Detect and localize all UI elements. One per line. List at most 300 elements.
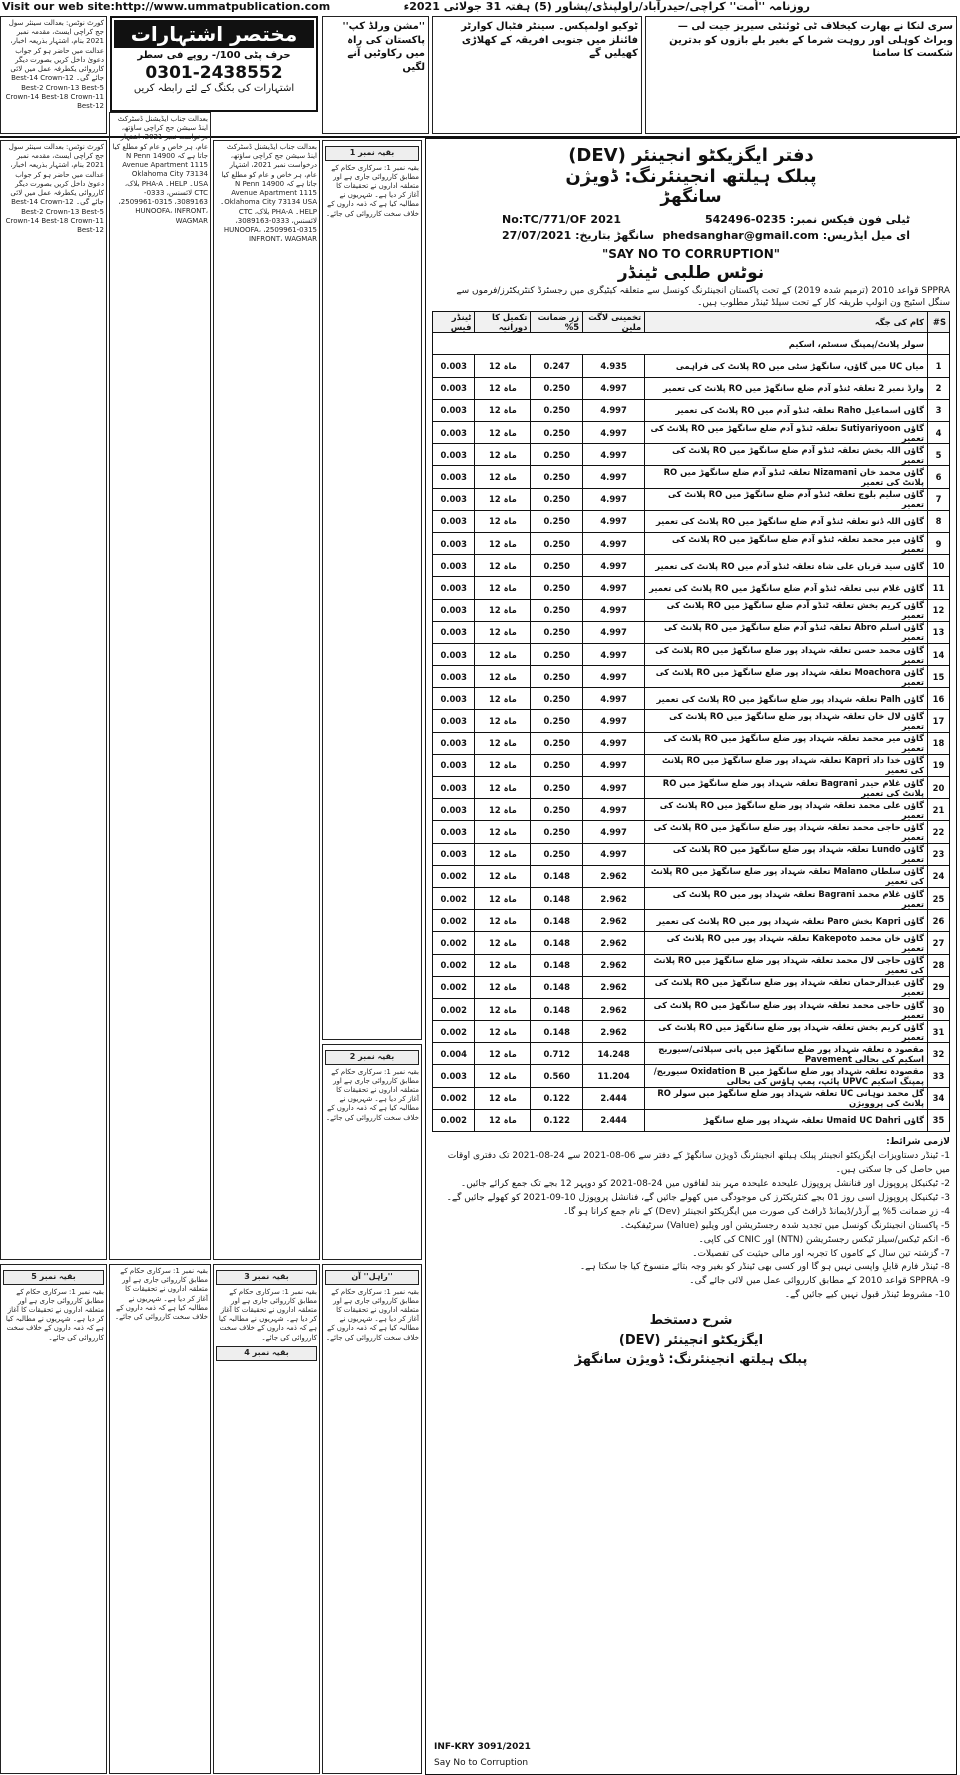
row-earnest: 0.250 [531,422,583,444]
col-work: کام کی جگہ [645,312,928,333]
row-period: 12 ماہ [475,799,531,821]
baqiya-3-text: بقیہ نمبر 1: سرکاری حکام کے مطابق کارروائی جاری ہے اور متعلقہ اداروں نے تحقیقات کا آغاز کر دیا ہے۔ شہریوں نے مطالبہ کیا ہے کہ ذمہ داروں کے خلاف سخت کارروائی کی جائے۔ [218,1287,317,1342]
row-number: 1 [928,355,950,377]
row-work: گاؤں حاجی محمد تعلقہ شہداد پور ضلع سانگھڑ میں RO پلانٹ کی تعمیر [645,998,928,1020]
row-earnest: 0.250 [531,843,583,865]
row-number: 19 [928,754,950,776]
row-number: 22 [928,821,950,843]
row-number: 27 [928,932,950,954]
news-column-baqiya [322,140,422,1040]
row-cost: 4.997 [583,843,645,865]
row-earnest: 0.712 [531,1043,583,1065]
row-fee: 0.002 [433,1109,475,1131]
row-fee: 0.003 [433,621,475,643]
row-number: 6 [928,466,950,488]
rahul-header: ''راہل'' آن [325,1270,419,1285]
row-cost: 4.997 [583,444,645,466]
row-cost: 4.997 [583,599,645,621]
note-item: 2- ٹیکنیکل پروپوزل اور فنانشل پروپوزل علیحدہ علیحدہ مہر بند لفافوں میں 24-08-2021 کو دوپہر 12 بجے تک جمع کرائے جائیں۔ [460,1178,950,1189]
row-period: 12 ماہ [475,444,531,466]
row-period: 12 ماہ [475,621,531,643]
baqiya-2-text: بقیہ نمبر 1: سرکاری حکام کے مطابق کارروائی جاری ہے اور متعلقہ اداروں نے تحقیقات کا آغاز کر دیا ہے۔ شہریوں نے مطالبہ کیا ہے کہ ذمہ داروں کے خلاف سخت کارروائی کی جائے۔ [325,1067,419,1122]
row-period: 12 ماہ [475,732,531,754]
website-url[interactable]: Visit our web site:http://www.ummatpublication.com [2,0,331,13]
row-cost: 2.962 [583,910,645,932]
row-cost: 4.997 [583,710,645,732]
row-period: 12 ماہ [475,1109,531,1131]
table-row [433,954,950,976]
row-cost: 14.248 [583,1043,645,1065]
row-work: گاؤں اسلم Abro تعلقہ ٹنڈو آدم ضلع سانگھڑ میں RO پلانٹ کی تعمیر [645,621,928,643]
baqiya-4-header: بقیہ نمبر 4 [216,1346,317,1361]
row-cost: 4.997 [583,821,645,843]
row-period: 12 ماہ [475,754,531,776]
note-item: 8- ٹینڈر فارم قابلِ واپسی نہیں ہو گا اور کسی بھی ٹینڈر کو بغیر وجہ بتائے منسوخ کیا جا سکتا ہے۔ [579,1262,950,1273]
row-work: گاؤں محمد حسن تعلقہ شہداد پور ضلع سانگھڑ میں RO پلانٹ کی تعمیر [645,643,928,665]
row-period: 12 ماہ [475,1043,531,1065]
row-number: 3 [928,399,950,421]
notice-title: نوٹس طلبی ٹینڈر [617,263,765,283]
row-work: گاؤں علی محمد تعلقہ شہداد پور ضلع سانگھڑ میں RO پلانٹ کی تعمیر [645,799,928,821]
row-period: 12 ماہ [475,777,531,799]
row-work: گاؤں غلام محمد Bagrani تعلقہ شہداد پور میں RO پلانٹ کی تعمیر [645,887,928,909]
signature-line-1: شرح دستخط [649,1313,733,1329]
row-cost: 4.997 [583,799,645,821]
row-cost: 4.997 [583,754,645,776]
table-row [433,710,950,732]
row-number: 7 [928,488,950,510]
row-fee: 0.003 [433,377,475,399]
row-work: گاؤں غلام حیدر Bagrani تعلقہ شہداد پور ضلع سانگھڑ میں RO پلانٹ کی تعمیر [645,777,928,799]
row-work: مقصود ہ تعلقہ شہداد پور ضلع سانگھڑ میں پانی سپلائی/سیوریج اسکیم کی بحالی Pavement [645,1043,928,1065]
row-fee: 0.003 [433,777,475,799]
row-earnest: 0.148 [531,865,583,887]
row-fee: 0.003 [433,488,475,510]
row-work: گاؤں عبدالرحمان تعلقہ شہداد پور ضلع سانگھڑ میں RO پلانٹ کی تعمیر [645,976,928,998]
table-row [433,843,950,865]
row-cost: 2.962 [583,998,645,1020]
note-item: 9- SPPRA قواعد 2010 کے مطابق کارروائی عمل میں لائی جائے گی۔ [689,1276,950,1287]
court-notices-column-3: بعدالت جناب ایڈیشنل ڈسٹرکٹ اینڈ سیشن جج کراچی ساؤتھ، درخواست نمبر 2021، اشتہار عام، ہر خاص و عام کو مطلع کیا جاتا ہے کہ 14900 N Penn Avenue Apartment 1115 Oklahoma City 73134 USA۔ HELP۔ PHA-A بلاک، CTC لائسنس، 0333-3089163، 0315-2509961، HUNOOFA، INFRONT، WAGMAR [213,140,320,1260]
row-cost: 2.444 [583,1087,645,1109]
row-fee: 0.003 [433,688,475,710]
row-fee: 0.003 [433,1065,475,1087]
table-row [433,399,950,421]
row-fee: 0.003 [433,466,475,488]
row-work: گاؤں اللہ بخش تعلقہ ٹنڈو آدم ضلع سانگھڑ میں RO پلانٹ کی تعمیر [645,444,928,466]
row-earnest: 0.250 [531,599,583,621]
table-row [433,555,950,577]
row-fee: 0.002 [433,954,475,976]
row-earnest: 0.250 [531,555,583,577]
row-work: گاؤں محمد خان Nizamani تعلقہ ٹنڈو آدم ضلع سانگھڑ میں RO پلانٹ کی تعمیر [645,466,928,488]
row-period: 12 ماہ [475,887,531,909]
row-cost: 2.962 [583,1021,645,1043]
table-row [433,932,950,954]
classified-phone: 0301-2438552 [145,63,283,83]
note-item: 4- زرِ ضمانت 5% پے آرڈر/ڈیمانڈ ڈرافٹ کی صورت میں ایگزیکٹو انجینئر (Dev) کے نام جمع کرانا ہو گا۔ [562,1206,950,1217]
note-item: 6- انکم ٹیکس/سیلز ٹیکس رجسٹریشن (NTN) اور CNIC کی کاپی۔ [698,1234,950,1245]
row-period: 12 ماہ [475,710,531,732]
table-row [433,998,950,1020]
row-fee: 0.003 [433,510,475,532]
row-number: 24 [928,865,950,887]
note-item: 10- مشروط ٹینڈر قبول نہیں کیے جائیں گے۔ [784,1290,950,1301]
row-number: 31 [928,1021,950,1043]
row-fee: 0.003 [433,422,475,444]
row-fee: 0.002 [433,1021,475,1043]
row-cost: 2.444 [583,1109,645,1131]
row-period: 12 ماہ [475,399,531,421]
row-fee: 0.002 [433,1087,475,1109]
row-fee: 0.004 [433,1043,475,1065]
baqiya-3-header: بقیہ نمبر 3 [216,1270,317,1285]
row-work: گاؤں سلیم بلوچ تعلقہ ٹنڈو آدم ضلع سانگھڑ میں RO پلانٹ کی تعمیر [645,488,928,510]
tender-slogan: "SAY NO TO CORRUPTION" [601,247,781,261]
row-earnest: 0.250 [531,688,583,710]
signature-block [432,1311,950,1370]
note-item: 5- پاکستان انجینئرنگ کونسل میں تجدید شدہ رجسٹریشن اور ویلیو (Value) سرٹیفکیٹ۔ [619,1220,950,1231]
row-fee: 0.003 [433,843,475,865]
row-fee: 0.003 [433,732,475,754]
row-fee: 0.002 [433,976,475,998]
dateline: روزنامہ ''اُمت'' کراچی/حیدرآباد/راولپنڈی/پشاور (5) ہفتہ 31 جولائی 2021ء [403,0,810,13]
row-cost: 2.962 [583,932,645,954]
table-row [433,1065,950,1087]
table-row [433,621,950,643]
row-cost: 4.997 [583,510,645,532]
row-number: 17 [928,710,950,732]
row-earnest: 0.250 [531,777,583,799]
row-cost: 4.997 [583,466,645,488]
table-row [433,1021,950,1043]
row-number: 8 [928,510,950,532]
row-fee: 0.003 [433,666,475,688]
row-number: 23 [928,843,950,865]
row-period: 12 ماہ [475,643,531,665]
table-row [433,466,950,488]
row-number: 15 [928,666,950,688]
row-cost: 4.997 [583,666,645,688]
row-work: گاؤں میر محمد تعلقہ ٹنڈو آدم ضلع سانگھڑ میں RO پلانٹ کی تعمیر [645,532,928,554]
row-work: گاؤں کریم بخش تعلقہ شہداد پور ضلع سانگھڑ میں RO پلانٹ کی تعمیر [645,1021,928,1043]
table-row [433,865,950,887]
row-cost: 4.997 [583,399,645,421]
row-number: 10 [928,555,950,577]
row-number: 18 [928,732,950,754]
row-cost: 4.997 [583,422,645,444]
row-period: 12 ماہ [475,422,531,444]
row-fee: 0.003 [433,577,475,599]
baqiya-1-header: بقیہ نمبر 1 [325,146,419,161]
row-number: 13 [928,621,950,643]
row-number: 11 [928,577,950,599]
row-number: 28 [928,954,950,976]
row-earnest: 0.250 [531,732,583,754]
row-earnest: 0.148 [531,998,583,1020]
row-earnest: 0.250 [531,821,583,843]
row-fee: 0.002 [433,910,475,932]
court-notice-top: کورٹ نوٹس: بعدالت سینئر سول جج کراچی ایسٹ، مقدمہ نمبر 2021 بنام، اشتہار بذریعہ اخبار، عدالت میں حاضر ہو کر جواب دعویٰ داخل کریں بصورت دیگر کارروائی یکطرفہ عمل میں لائی جائے گی۔ Best-14 Crown-12 Best-2 Crown-13 Best-5 Crown-14 Best-18 Crown-11 Best-12 [0,16,107,134]
row-earnest: 0.250 [531,799,583,821]
table-row [433,422,950,444]
signature-line-3: پبلک ہیلتھ انجینئرنگ: ڈویژن سانگھڑ [574,1352,808,1368]
row-number: 16 [928,688,950,710]
row-fee: 0.003 [433,754,475,776]
row-work: گاؤں اللہ ڈنو تعلقہ ٹنڈو آدم ضلع سانگھڑ میں RO پلانٹ کی تعمیر [645,510,928,532]
row-fee: 0.002 [433,932,475,954]
row-earnest: 0.122 [531,1109,583,1131]
row-earnest: 0.250 [531,754,583,776]
classified-ad-box [110,16,318,112]
row-work: گاؤں سلطان Malano تعلقہ شہداد پور ضلع سانگھڑ میں RO پلانٹ کی تعمیر [645,865,928,887]
row-number: 34 [928,1087,950,1109]
table-row [433,444,950,466]
table-row [433,754,950,776]
table-row [433,599,950,621]
section-header: سولر پلانٹ/پمپنگ سسٹم، اسکیم [433,333,928,355]
notes-title: لازمی شرائط: [886,1137,950,1148]
tender-office: دفتر ایگزیکٹو انجینئر (DEV) [568,145,814,166]
tender-table-body [433,333,950,1132]
row-cost: 4.997 [583,688,645,710]
col-period: تکمیل کا دورانیہ [475,312,531,333]
table-row [433,1109,950,1131]
row-work: گاؤں کریم بخش تعلقہ ٹنڈو آدم ضلع سانگھڑ میں RO پلانٹ کی تعمیر [645,599,928,621]
table-row [433,532,950,554]
tender-phone: ٹیلی فون فیکس نمبر: 0235-542496 [704,213,910,226]
row-period: 12 ماہ [475,1087,531,1109]
news-block-a: بقیہ نمبر 1: سرکاری حکام کے مطابق کارروائی جاری ہے اور متعلقہ اداروں نے تحقیقات کا آغاز کر دیا ہے۔ شہریوں نے مطالبہ کیا ہے کہ ذمہ داروں کے خلاف سخت کارروائی کی جائے۔ [109,1264,211,1774]
row-fee: 0.003 [433,821,475,843]
row-cost: 2.962 [583,954,645,976]
news-block-baqiya-3 [213,1264,320,1774]
col-earnest: زرِ ضمانت 5% [531,312,583,333]
baqiya-2-header: بقیہ نمبر 2 [325,1050,419,1065]
row-cost: 4.997 [583,488,645,510]
inf-number: INF-KRY 3091/2021 [434,1742,531,1752]
row-earnest: 0.148 [531,910,583,932]
row-fee: 0.003 [433,799,475,821]
row-number: 29 [928,976,950,998]
row-earnest: 0.148 [531,976,583,998]
row-earnest: 0.250 [531,399,583,421]
row-fee: 0.002 [433,865,475,887]
tender-table [432,311,950,1132]
table-row [433,1087,950,1109]
row-earnest: 0.148 [531,1021,583,1043]
classified-rate: حرف پٹی 100/- روپے فی سطر [137,50,291,61]
row-period: 12 ماہ [475,355,531,377]
row-work: گاؤں میر محمد تعلقہ شہداد پور ضلع سانگھڑ میں RO پلانٹ کی تعمیر [645,732,928,754]
row-earnest: 0.250 [531,621,583,643]
row-period: 12 ماہ [475,843,531,865]
row-earnest: 0.250 [531,666,583,688]
row-work: وارڈ نمبر 2 تعلقہ ٹنڈو آدم ضلع سانگھڑ میں RO پلانٹ کی تعمیر [645,377,928,399]
tender-date: سانگھڑ بتاریخ: 27/07/2021 [502,229,655,242]
row-earnest: 0.250 [531,577,583,599]
news-block-rahul [322,1264,422,1774]
row-work: گاؤں Lundo تعلقہ شہداد پور ضلع سانگھڑ میں RO پلانٹ کی تعمیر [645,843,928,865]
row-cost: 4.997 [583,377,645,399]
news-block-baqiya-5 [0,1264,107,1774]
row-fee: 0.003 [433,555,475,577]
row-work: گاؤں خدا داد Kapri تعلقہ شہداد پور ضلع سانگھڑ میں RO پلانٹ کی تعمیر [645,754,928,776]
row-work: گاؤں غلام نبی تعلقہ ٹنڈو آدم ضلع سانگھڑ میں RO پلانٹ کی تعمیر [645,577,928,599]
row-work: گاؤں Umaid UC Dahri تعلقہ شہداد پور ضلع سانگھڑ [645,1109,928,1131]
row-earnest: 0.148 [531,887,583,909]
row-fee: 0.003 [433,444,475,466]
row-period: 12 ماہ [475,555,531,577]
row-work: گل محمد نوہانی UC تعلقہ شہداد پور ضلع سانگھڑ میں سولر RO پلانٹ کی پروویژن [645,1087,928,1109]
row-period: 12 ماہ [475,998,531,1020]
table-row [433,777,950,799]
table-section-row [433,333,950,355]
row-cost: 4.997 [583,577,645,599]
row-cost: 4.997 [583,643,645,665]
row-earnest: 0.250 [531,643,583,665]
classified-contact: اشتہارات کی بکنگ کے لئے رابطہ کریں [133,83,295,94]
table-row [433,355,950,377]
note-item: 1- ٹینڈر دستاویزات ایگزیکٹو انجینئر پبلک ہیلتھ انجینئرنگ ڈویژن سانگھڑ کے دفتر سے 06-08-2021 سے 24-08-2021 تک دفتری اوقات میں حاصل کی جا سکتی ہیں۔ [447,1150,950,1175]
row-earnest: 0.560 [531,1065,583,1087]
row-cost: 2.962 [583,865,645,887]
row-earnest: 0.148 [531,954,583,976]
table-row [433,799,950,821]
row-fee: 0.003 [433,399,475,421]
row-period: 12 ماہ [475,688,531,710]
row-earnest: 0.250 [531,377,583,399]
note-item: 7- گزشتہ تین سال کے کاموں کا تجربہ اور مالی حیثیت کی تفصیلات۔ [692,1248,950,1259]
row-period: 12 ماہ [475,577,531,599]
row-cost: 4.997 [583,555,645,577]
col-cost: تخمینی لاگت ملین [583,312,645,333]
row-work: گاؤں حاجی لال محمد تعلقہ شہداد پور ضلع سانگھڑ میں RO پلانٹ کی تعمیر [645,954,928,976]
table-row [433,976,950,998]
tender-table-header [433,312,950,333]
row-work: گاؤں Kapri بخش Paro تعلقہ شہداد پور میں RO پلانٹ کی تعمیر [645,910,928,932]
row-work: گاؤں Palh تعلقہ شہداد پور ضلع سانگھڑ میں RO پلانٹ کی تعمیر [645,688,928,710]
row-number: 32 [928,1043,950,1065]
row-period: 12 ماہ [475,954,531,976]
row-number: 9 [928,532,950,554]
row-earnest: 0.250 [531,444,583,466]
table-row [433,510,950,532]
row-work: گاؤں خان محمد Kakepoto تعلقہ شہداد پور میں RO پلانٹ کی تعمیر [645,932,928,954]
row-work: گاؤں Moachora تعلقہ شہداد پور ضلع سانگھڑ میں RO پلانٹ کی تعمیر [645,666,928,688]
row-cost: 4.997 [583,532,645,554]
table-row [433,643,950,665]
table-row [433,688,950,710]
note-item: 3- ٹیکنیکل پروپوزل اسی روز 01 بجے کنٹریکٹرز کی موجودگی میں کھولے جائیں گے، فنانشل پروپوزل 10-09-2021 کو کھولے جائیں گے۔ [446,1192,950,1203]
row-work: گاؤں Sutiyariyoon تعلقہ ٹنڈو آدم ضلع سانگھڑ میں RO پلانٹ کی تعمیر [645,422,928,444]
row-earnest: 0.250 [531,488,583,510]
row-earnest: 0.148 [531,932,583,954]
row-period: 12 ماہ [475,466,531,488]
table-row [433,666,950,688]
row-work: گاؤں حاجی محمد تعلقہ شہداد پور ضلع سانگھڑ میں RO پلانٹ کی تعمیر [645,821,928,843]
row-period: 12 ماہ [475,510,531,532]
table-row [433,732,950,754]
court-notices-column-1: کورٹ نوٹس: بعدالت سینئر سول جج کراچی ایسٹ، مقدمہ نمبر 2021 بنام، اشتہار بذریعہ اخبار، عدالت میں حاضر ہو کر جواب دعویٰ داخل کریں بصورت دیگر کارروائی یکطرفہ عمل میں لائی جائے گی۔ Best-14 Crown-12 Best-2 Crown-13 Best-5 Crown-14 Best-18 Crown-11 Best-12 [0,140,107,1260]
row-cost: 4.935 [583,355,645,377]
row-fee: 0.003 [433,355,475,377]
row-number: 4 [928,422,950,444]
table-row [433,910,950,932]
row-period: 12 ماہ [475,1021,531,1043]
row-cost: 11.204 [583,1065,645,1087]
row-number: 30 [928,998,950,1020]
row-number: 12 [928,599,950,621]
baqiya-1-text: بقیہ نمبر 1: سرکاری حکام کے مطابق کارروائی جاری ہے اور متعلقہ اداروں نے تحقیقات کا آغاز کر دیا ہے۔ شہریوں نے مطالبہ کیا ہے کہ ذمہ داروں کے خلاف سخت کارروائی کی جائے۔ [325,163,419,218]
col-fee: ٹینڈر فیس [433,312,475,333]
row-period: 12 ماہ [475,488,531,510]
row-earnest: 0.250 [531,532,583,554]
row-fee: 0.003 [433,599,475,621]
table-row [433,887,950,909]
rahul-text: بقیہ نمبر 1: سرکاری حکام کے مطابق کارروائی جاری ہے اور متعلقہ اداروں نے تحقیقات کا آغاز کر دیا ہے۔ شہریوں نے مطالبہ کیا ہے کہ ذمہ داروں کے خلاف سخت کارروائی کی جائے۔ [325,1287,419,1342]
headline-sports-1: سری لنکا نے بھارت کیخلاف ٹی ٹوئنٹی سیریز جیت لی — ویراٹ کوہلی اور روہت شرما کے بغیر بلے بازوں کو بدترین شکست کا سامنا [645,16,957,134]
row-number: 26 [928,910,950,932]
notes-list [432,1150,950,1303]
table-row [433,1043,950,1065]
row-work: میاں UC میں گاؤں، سانگھڑ سٹی میں RO پلانٹ کی فراہمی [645,355,928,377]
row-fee: 0.003 [433,643,475,665]
col-sno: S# [928,312,950,333]
table-row [433,821,950,843]
baqiya-5-text: بقیہ نمبر 1: سرکاری حکام کے مطابق کارروائی جاری ہے اور متعلقہ اداروں نے تحقیقات کا آغاز کر دیا ہے۔ شہریوں نے مطالبہ کیا ہے کہ ذمہ داروں کے خلاف سخت کارروائی کی جائے۔ [5,1287,104,1342]
row-fee: 0.003 [433,532,475,554]
signature-line-2: ایگزیکٹو انجینئر (DEV) [618,1332,764,1348]
row-number: 33 [928,1065,950,1087]
row-period: 12 ماہ [475,976,531,998]
court-notices-column-2: بعدالت جناب ایڈیشنل ڈسٹرکٹ اینڈ سیشن جج کراچی ساؤتھ، درخواست نمبر 2021، اشتہار عام، ہر خاص و عام کو مطلع کیا جاتا ہے کہ 14900 N Penn Avenue Apartment 1115 Oklahoma City 73134 USA۔ HELP۔ PHA-A بلاک، CTC لائسنس، 0333-3089163، 0315-2509961، HUNOOFA، INFRONT، WAGMAR [109,112,211,1260]
table-row [433,488,950,510]
row-work: گاؤں لال خان تعلقہ شہداد پور ضلع سانگھڑ میں RO پلانٹ کی تعمیر [645,710,928,732]
row-number: 25 [928,887,950,909]
tender-intro: SPPRA قواعد 2010 (ترمیم شدہ 2019) کے تحت پاکستان انجینئرنگ کونسل سے متعلقہ کیٹیگری میں رجسٹرڈ کنٹریکٹرز/فرموں سے سنگل اسٹیج ون انولپ طریقہ کار کے تحت سیلڈ ٹینڈر مطلوب ہیں۔ [456,286,950,309]
row-number: 20 [928,777,950,799]
row-earnest: 0.122 [531,1087,583,1109]
baqiya-5-header: بقیہ نمبر 5 [3,1270,104,1285]
row-period: 12 ماہ [475,1065,531,1087]
row-cost: 4.997 [583,621,645,643]
tender-email[interactable]: ای میل ایڈریس: phedsanghar@gmail.com [662,229,910,242]
row-period: 12 ماہ [475,666,531,688]
row-period: 12 ماہ [475,821,531,843]
row-number: 5 [928,444,950,466]
row-period: 12 ماہ [475,865,531,887]
tender-notes [432,1136,950,1303]
row-cost: 2.962 [583,887,645,909]
tender-notice [425,138,957,1775]
tender-city: سانگھڑ [660,187,722,207]
news-column-baqiya-2 [322,1044,422,1260]
row-earnest: 0.250 [531,710,583,732]
row-period: 12 ماہ [475,532,531,554]
row-number: 14 [928,643,950,665]
row-fee: 0.003 [433,710,475,732]
tender-division: پبلک ہیلتھ انجینئرنگ: ڈویژن [565,166,817,187]
row-fee: 0.002 [433,887,475,909]
footer-slogan: Say No to Corruption [434,1758,529,1768]
row-cost: 4.997 [583,777,645,799]
row-period: 12 ماہ [475,377,531,399]
row-number: 35 [928,1109,950,1131]
row-work: گاؤں اسماعیل Raho تعلقہ ٹنڈو آدم میں RO پلانٹ کی تعمیر [645,399,928,421]
row-work: مقصودہ تعلقہ شہداد پور ضلع سانگھڑ میں Oxidation B سیوریج/پمپنگ اسکیم UPVC پائپ، پمپ ہاؤس کی بحالی [645,1065,928,1087]
row-cost: 2.962 [583,976,645,998]
